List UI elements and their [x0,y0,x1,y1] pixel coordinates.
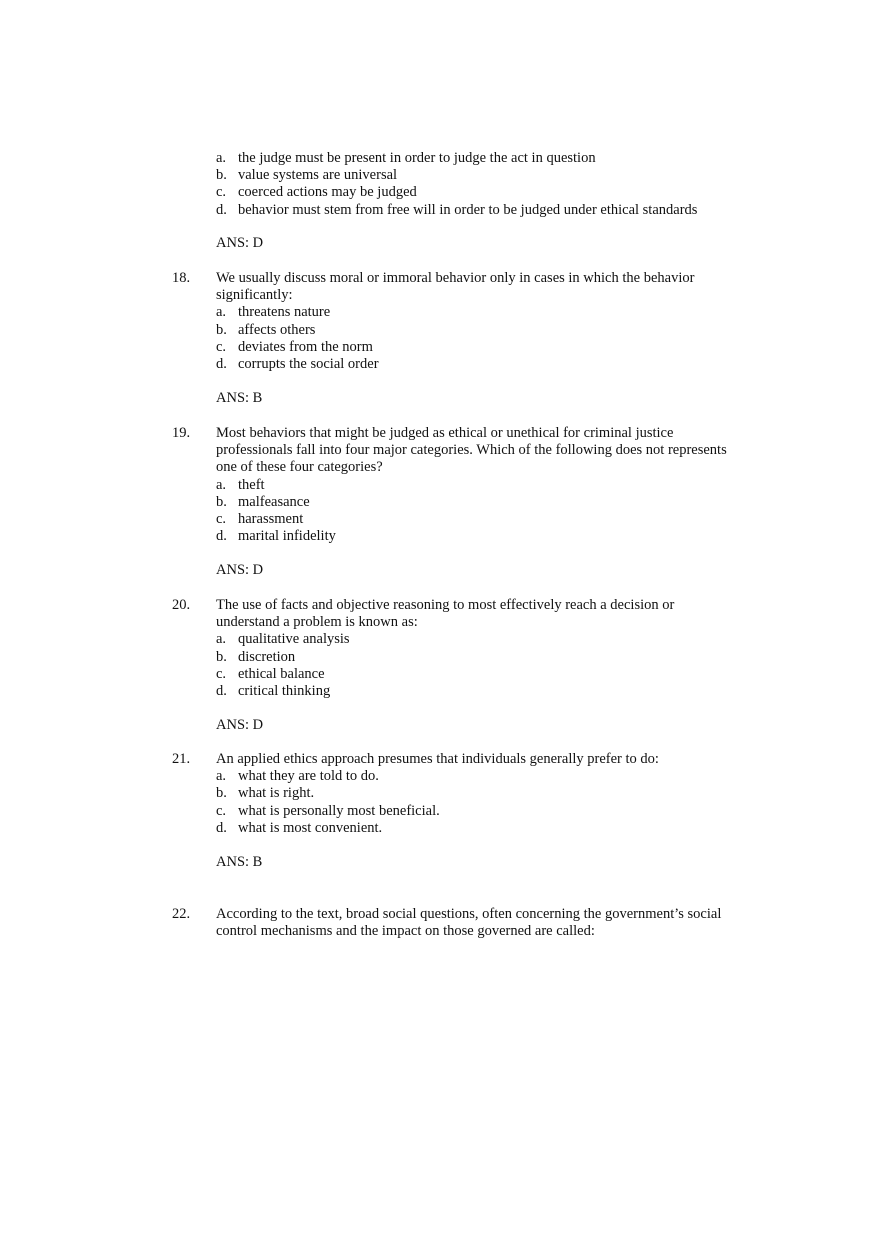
question-stem-line: According to the text, broad social questions, often concerning the government’s social [216,906,722,922]
question-number: 22. [172,906,191,922]
option-text: qualitative analysis [238,631,350,648]
option-text: discretion [238,648,296,665]
answer-option [216,167,772,184]
answer-option [216,322,772,339]
answer-key: ANS: D [216,235,264,251]
option-letter: c. [216,665,227,682]
option-text: what is personally most beneficial. [238,802,440,819]
option-text: marital infidelity [238,528,336,545]
option-letter: a. [216,150,227,166]
option-letter: b. [216,493,227,510]
question-stem-line: An applied ethics approach presumes that individuals generally prefer to do: [216,751,659,767]
answer-option [216,356,772,373]
option-letter: c. [216,184,227,201]
answer-option [216,202,772,219]
question-21 [172,751,772,837]
option-letter: d. [216,819,227,836]
answer-option [216,494,772,511]
question-stem-line: control mechanisms and the impact on those governed are called: [216,923,595,940]
option-text: what is right. [238,785,315,802]
answer-option [216,785,772,802]
option-text: harassment [238,511,304,528]
option-letter: d. [216,683,227,700]
option-letter: b. [216,321,227,338]
option-text: value systems are universal [238,167,398,184]
option-text: critical thinking [238,683,331,700]
question-number: 20. [172,597,191,613]
option-letter: c. [216,338,227,355]
option-letter: a. [216,476,227,493]
answer-option [216,631,772,648]
option-text: deviates from the norm [238,338,373,355]
answer-option [216,820,772,837]
option-text: affects others [238,321,316,338]
option-text: behavior must stem from free will in order to be judged under ethical standards [238,201,698,218]
answer-option [216,803,772,820]
question-stem-line: significantly: [216,287,293,304]
answer-option [216,184,772,201]
answer-key: ANS: D [216,562,264,578]
option-letter: c. [216,802,227,819]
answer-option [216,150,772,167]
option-letter: a. [216,304,227,321]
option-letter: d. [216,356,227,373]
option-text: threatens nature [238,304,331,321]
question-stem-line: The use of facts and objective reasoning to most effectively reach a decision or [216,597,675,613]
option-text: what is most convenient. [238,819,383,836]
answer-option [216,683,772,700]
answer-option [216,649,772,666]
option-letter: d. [216,201,227,218]
option-text: corrupts the social order [238,356,379,373]
option-text: the judge must be present in order to judge the act in question [238,150,596,166]
option-text: malfeasance [238,493,310,510]
answer-option [216,477,772,494]
answer-option [216,528,772,545]
option-letter: c. [216,511,227,528]
answer-key: ANS: B [216,854,263,870]
option-text: ethical balance [238,665,325,682]
answer-option [216,339,772,356]
question-22 [172,906,772,940]
question-number: 18. [172,270,191,286]
question-number: 21. [172,751,191,767]
option-letter: a. [216,631,227,648]
option-letter: b. [216,648,227,665]
question-19 [172,425,772,545]
question-continued [172,150,772,219]
question-number: 19. [172,425,191,441]
answer-key: ANS: B [216,390,263,406]
question-stem-line: Most behaviors that might be judged as ethical or unethical for criminal justice [216,425,674,441]
option-letter: b. [216,167,227,184]
option-text: what they are told to do. [238,768,379,785]
option-text: theft [238,476,265,493]
answer-key: ANS: D [216,717,264,733]
answer-option [216,768,772,785]
answer-option [216,666,772,683]
question-stem-line: understand a problem is known as: [216,614,418,631]
option-letter: a. [216,768,227,785]
question-stem-line: one of these four categories? [216,459,383,476]
question-stem-line: professionals fall into four major categories. Which of the following does not represents [216,442,727,459]
option-letter: b. [216,785,227,802]
question-18 [172,270,772,373]
option-letter: d. [216,528,227,545]
question-20 [172,597,772,700]
answer-option [216,304,772,321]
answer-option [216,511,772,528]
option-text: coerced actions may be judged [238,184,417,201]
question-stem-line: We usually discuss moral or immoral behavior only in cases in which the behavior [216,270,695,286]
